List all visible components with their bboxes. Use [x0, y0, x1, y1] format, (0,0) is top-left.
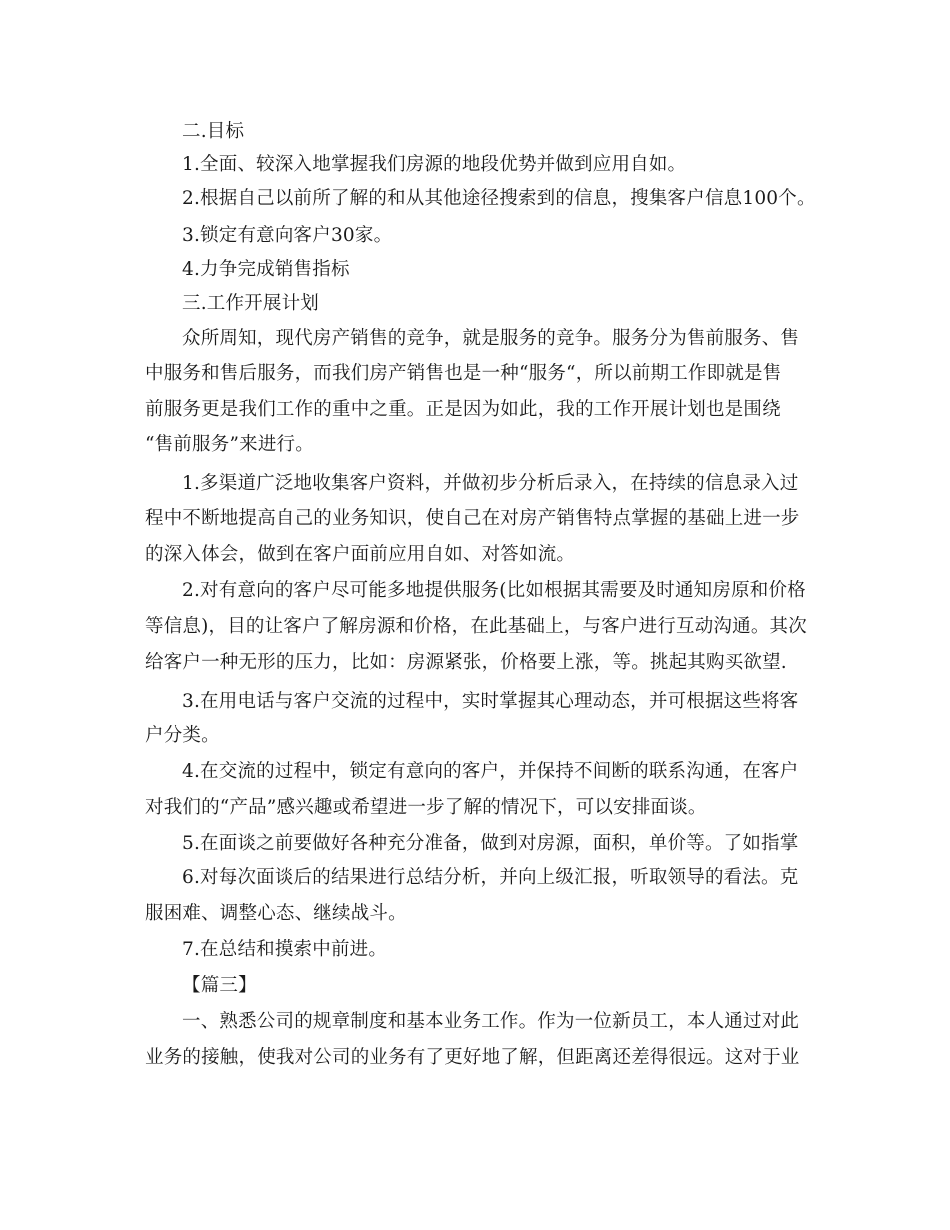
paragraph-line: “售前服务”来进行。 — [145, 434, 314, 455]
paragraph-line: 等信息)，目的让客户了解房源和价格，在此基础上，与客户进行互动沟通。其次 — [145, 616, 807, 637]
paragraph-line: 5.在面谈之前要做好各种充分准备，做到对房源，面积，单价等。了如指掌 — [182, 833, 799, 854]
paragraph-line: 给客户一种无形的压力，比如：房源紧张，价格要上涨，等。挑起其购买欲望. — [145, 652, 787, 673]
paragraph-line: 6.对每次面谈后的结果进行总结分析，并向上级汇报，听取领导的看法。克 — [182, 867, 799, 888]
paragraph-line: 7.在总结和摸索中前进。 — [182, 939, 388, 960]
paragraph-line: 4.力争完成销售指标 — [182, 259, 350, 280]
paragraph-line: 3.锁定有意向客户30家。 — [182, 225, 393, 246]
paragraph-line: 3.在用电话与客户交流的过程中，实时掌握其心理动态，并可根据这些将客 — [182, 691, 799, 712]
paragraph-line: 程中不断地提高自己的业务知识，使自己在对房产销售特点掌握的基础上进一步 — [145, 508, 800, 529]
section-heading-plan: 三.工作开展计划 — [182, 293, 319, 314]
paragraph-line: 的深入体会，做到在客户面前应用自如、对答如流。 — [145, 544, 576, 565]
paragraph-line: 服困难、调整心态、继续战斗。 — [145, 903, 407, 924]
section-heading-part-three: 【篇三】 — [182, 975, 257, 996]
paragraph-line: 对我们的“产品”感兴趣或希望进一步了解的情况下，可以安排面谈。 — [145, 797, 707, 818]
paragraph-line: 2.对有意向的客户尽可能多地提供服务(比如根据其需要及时通知房原和价格 — [182, 580, 806, 601]
paragraph-line: 前服务更是我们工作的重中之重。正是因为如此，我的工作开展计划也是围绕 — [145, 399, 781, 420]
paragraph-line: 业务的接触，使我对公司的业务有了更好地了解，但距离还差得很远。这对于业 — [145, 1047, 800, 1068]
paragraph-line: 众所周知，现代房产销售的竞争，就是服务的竞争。服务分为售前服务、售 — [182, 328, 800, 349]
paragraph-line: 一、熟悉公司的规章制度和基本业务工作。作为一位新员工，本人通过对此 — [182, 1011, 800, 1032]
paragraph-line: 1.多渠道广泛地收集客户资料，并做初步分析后录入，在持续的信息录入过 — [182, 473, 799, 494]
section-heading-goals: 二.目标 — [182, 121, 245, 142]
paragraph-line: 户分类。 — [145, 725, 220, 746]
paragraph-line: 2.根据自己以前所了解的和从其他途径搜索到的信息，搜集客户信息100个。 — [182, 188, 816, 209]
paragraph-line: 中服务和售后服务，而我们房产销售也是一种“服务“，所以前期工作即就是售 — [145, 363, 782, 384]
paragraph-line: 1.全面、较深入地掌握我们房源的地段优势并做到应用自如。 — [182, 154, 687, 175]
paragraph-line: 4.在交流的过程中，锁定有意向的客户，并保持不间断的联系沟通，在客户 — [182, 761, 799, 782]
